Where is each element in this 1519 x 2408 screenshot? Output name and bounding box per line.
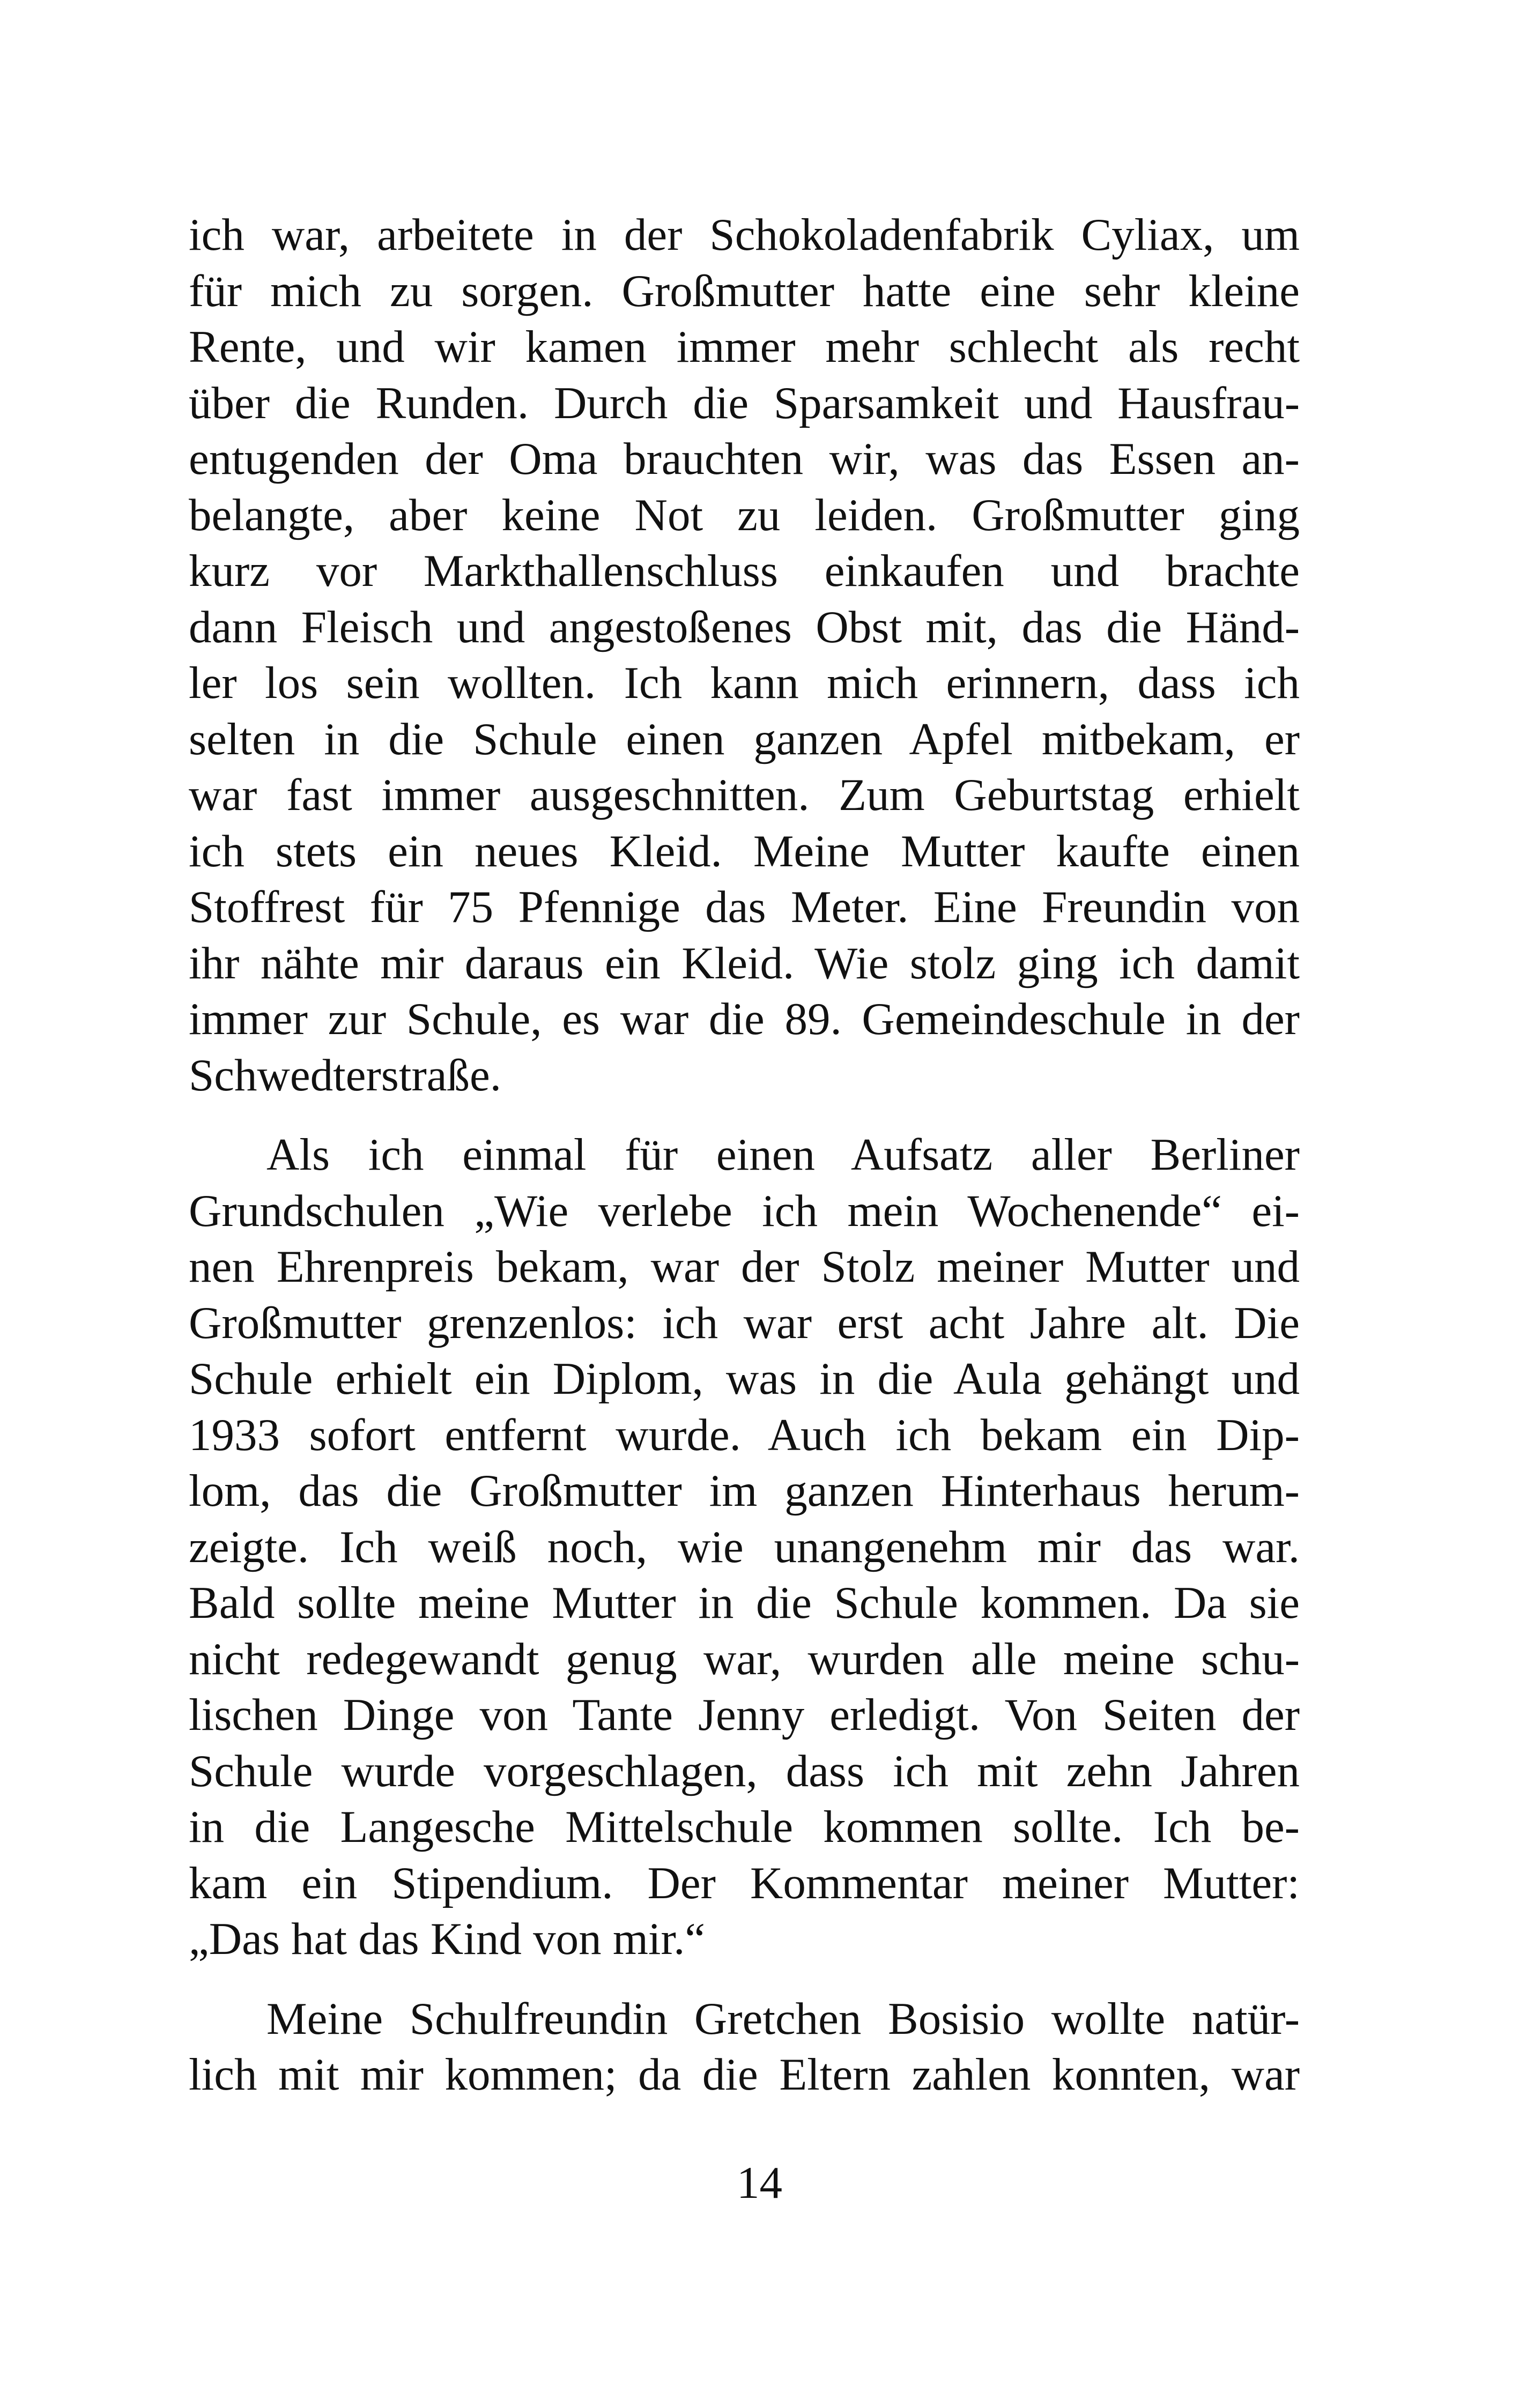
text-line: „Das hat das Kind von mir.“ bbox=[189, 1914, 706, 1964]
text-line: kam ein Stipendium. Der Kommentar meiner Mutter: bbox=[189, 1857, 1300, 1908]
text-line: Schule erhielt ein Diplom, was in die Aula gehängt und bbox=[189, 1354, 1300, 1404]
paragraph bbox=[189, 207, 1300, 1103]
text-line: für mich zu sorgen. Großmutter hatte eine sehr kleine bbox=[189, 265, 1300, 316]
text-line: ich war, arbeitete in der Schokoladenfabrik Cyliax, um bbox=[189, 210, 1300, 260]
text-line: Bald sollte meine Mutter in die Schule kommen. Da sie bbox=[189, 1578, 1300, 1628]
text-line: Als ich einmal für einen Aufsatz aller Berliner bbox=[266, 1129, 1300, 1180]
text-line: Schwedterstraße. bbox=[189, 1050, 501, 1101]
text-line: Schule wurde vorgeschlagen, dass ich mit zehn Jahren bbox=[189, 1745, 1300, 1796]
text-line: Meine Schulfreundin Gretchen Bosisio wollte natür- bbox=[266, 1993, 1300, 2044]
text-line: nen Ehrenpreis bekam, war der Stolz meiner Mutter und bbox=[189, 1242, 1300, 1292]
text-line: war fast immer ausgeschnitten. Zum Geburtstag erhielt bbox=[189, 770, 1300, 820]
page-number: 14 bbox=[737, 2158, 782, 2208]
text-line: lom, das die Großmutter im ganzen Hinterhaus herum- bbox=[189, 1466, 1300, 1516]
text-line: ich stets ein neues Kleid. Meine Mutter kaufte einen bbox=[189, 826, 1300, 876]
text-line: Stoffrest für 75 Pfennige das Meter. Eine Freundin von bbox=[189, 882, 1300, 932]
paragraph bbox=[189, 1991, 1300, 2103]
text-line: zeigte. Ich weiß noch, wie unangenehm mir das war. bbox=[189, 1521, 1300, 1572]
paragraph bbox=[189, 1127, 1300, 1967]
text-line: kurz vor Markthallenschluss einkaufen und brachte bbox=[189, 546, 1300, 596]
text-line: selten in die Schule einen ganzen Apfel mitbekam, er bbox=[189, 714, 1300, 764]
body-text bbox=[189, 207, 1300, 2103]
text-line: Großmutter grenzenlos: ich war erst acht Jahre alt. Die bbox=[189, 1297, 1300, 1348]
text-line: entugenden der Oma brauchten wir, was das Essen an- bbox=[189, 434, 1300, 484]
text-line: über die Runden. Durch die Sparsamkeit und Hausfrau- bbox=[189, 377, 1300, 428]
text-line: ihr nähte mir daraus ein Kleid. Wie stolz ging ich damit bbox=[189, 938, 1300, 989]
text-line: nicht redegewandt genug war, wurden alle meine schu- bbox=[189, 1633, 1300, 1684]
text-line: ler los sein wollten. Ich kann mich erinnern, dass ich bbox=[189, 658, 1300, 708]
text-line: lich mit mir kommen; da die Eltern zahlen konnten, war bbox=[189, 2049, 1300, 2100]
text-line: Rente, und wir kamen immer mehr schlecht als recht bbox=[189, 322, 1300, 372]
text-line: in die Langesche Mittelschule kommen sollte. Ich be- bbox=[189, 1802, 1300, 1852]
text-line: immer zur Schule, es war die 89. Gemeindeschule in der bbox=[189, 994, 1300, 1044]
text-line: dann Fleisch und angestoßenes Obst mit, das die Händ- bbox=[189, 601, 1300, 652]
text-line: Grundschulen „Wie verlebe ich mein Wochenende“ ei- bbox=[189, 1185, 1300, 1236]
text-line: 1933 sofort entfernt wurde. Auch ich bekam ein Dip- bbox=[189, 1409, 1300, 1460]
text-line: belangte, aber keine Not zu leiden. Großmutter ging bbox=[189, 489, 1300, 540]
text-line: lischen Dinge von Tante Jenny erledigt. Von Seiten der bbox=[189, 1690, 1300, 1740]
